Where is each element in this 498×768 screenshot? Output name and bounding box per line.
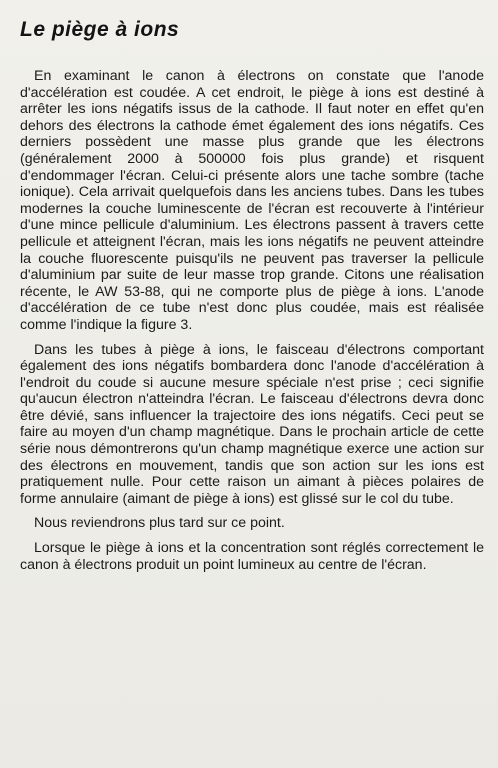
paragraph-3: Nous reviendrons plus tard sur ce point. bbox=[34, 515, 285, 532]
article-title: Le piège à ions bbox=[20, 18, 180, 41]
paragraph-4: Lorsque le piège à ions et la concentration sont réglés correctement le canon à électrons produit un point lumineux au centre de l'écran. bbox=[20, 540, 484, 573]
paragraph-2: Dans les tubes à piège à ions, le faisceau d'électrons comportant également des ions négatifs bombardera donc l'anode d'accélération à l'endroit du coude si aucune mesure spéciale n'est prise ; ceci signifie qu'aucun électron n'atteindra l'écran. Le faisceau d'électrons devra donc être dévié, sans influencer la trajectoire des ions négatifs. Ceci peut se faire au moyen d'un champ magnétique. Dans le prochain article de cette série nous démontrerons qu'un champ magnétique exerce une action sur des électrons en mouvement, tandis que son action sur les ions est pratiquement nulle. Pour cette raison un aimant à pièces polaires de forme annulaire (aimant de piège à ions) est glissé sur le col du tube. bbox=[20, 341, 484, 507]
paragraph-1: En examinant le canon à électrons on constate que l'anode d'accélération est coudée. A cet endroit, le piège à ions est destiné à arrêter les ions négatifs issus de la cathode. Il faut noter en effet qu'en dehors des électrons la cathode émet également des ions négatifs. Ces derniers possèdent une masse plus grande que les électrons (généralement 2000 à 500000 fois plus grande) et risquent d'endommager l'écran. Celui-ci présente alors une tache sombre (tache ionique). Cela arrivait quelquefois dans les anciens tubes. Dans les tubes modernes la couche luminescente de l'écran est recouverte à l'intérieur d'une mince pellicule d'aluminium. Les électrons passent à travers cette pellicule et atteignent l'écran, mais les ions négatifs ne peuvent atteindre la couche fluorescente puisqu'ils ne peuvent pas traverser la pellicule d'aluminium par suite de leur masse trop grande. Citons une réalisation récente, le AW 53-88, qui ne comporte plus de piège à ions. L'anode d'accélération de ce tube n'est donc plus coudée, mais est réalisée comme l'indique la figure 3. bbox=[20, 68, 484, 333]
